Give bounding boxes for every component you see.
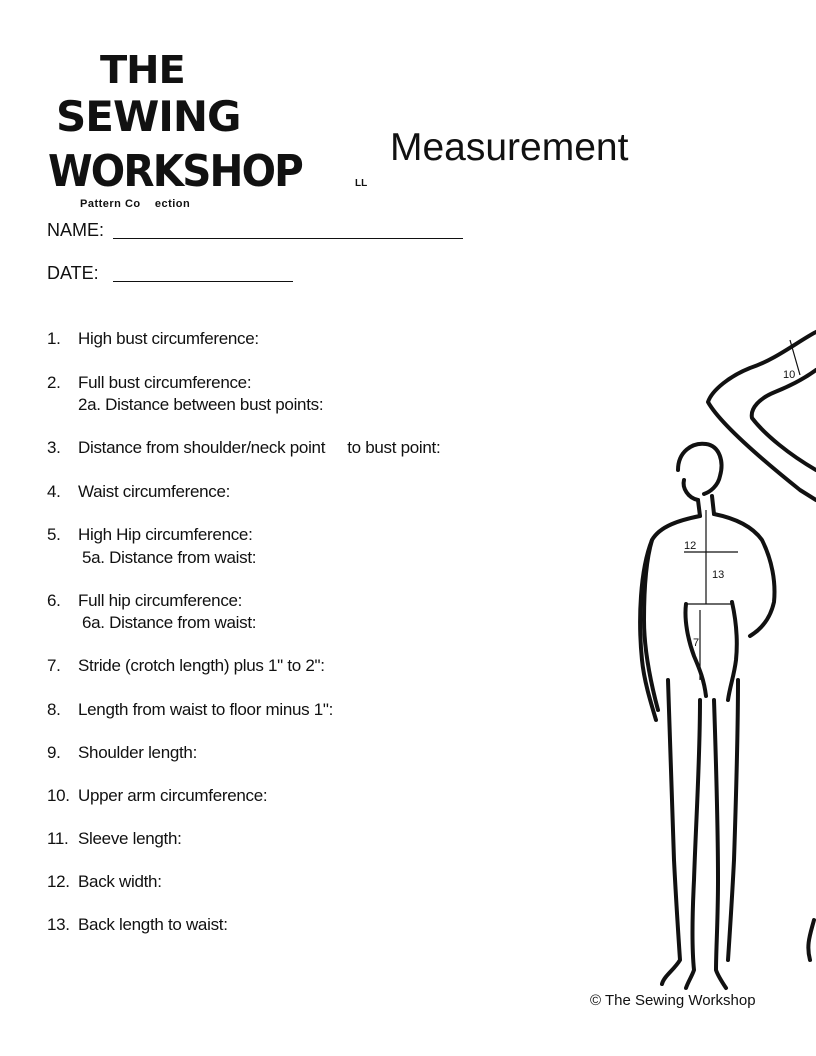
figure-label-arm: 10 bbox=[783, 369, 796, 381]
body-figure-illustration bbox=[600, 320, 816, 1000]
list-item: 5. High Hip circumference: bbox=[47, 525, 253, 544]
list-item: 7. Stride (crotch length) plus 1" to 2": bbox=[47, 656, 325, 675]
date-label: DATE: bbox=[47, 263, 99, 283]
list-item: 8. Length from waist to floor minus 1": bbox=[47, 700, 334, 719]
date-field[interactable] bbox=[113, 281, 293, 282]
logo-workshop: WORKSHOP bbox=[48, 146, 303, 197]
list-item: 3. Distance from shoulder/neck point to bust point: bbox=[47, 438, 441, 457]
list-item: 13. Back length to waist: bbox=[47, 915, 228, 934]
list-subitem: 6a. Distance from waist: bbox=[82, 613, 257, 632]
list-item: 11. Sleeve length: bbox=[47, 829, 182, 848]
list-subitem: 5a. Distance from waist: bbox=[82, 548, 257, 567]
list-item: 10. Upper arm circumference: bbox=[47, 786, 268, 805]
list-item: 9. Shoulder length: bbox=[47, 743, 198, 762]
list-item: 6. Full hip circumference: bbox=[47, 591, 243, 610]
name-field[interactable] bbox=[113, 238, 463, 239]
list-item: 4. Waist circumference: bbox=[47, 482, 231, 501]
list-subitem: 2a. Distance between bust points: bbox=[78, 395, 324, 414]
logo-tagline: Pattern Co ection bbox=[80, 198, 191, 210]
figure-label-back-width: 12 bbox=[684, 540, 697, 552]
list-item: 2. Full bust circumference: bbox=[47, 373, 252, 392]
list-item: 1. High bust circumference: bbox=[47, 329, 259, 348]
logo-the: THE bbox=[100, 48, 185, 92]
logo-sewing: SEWING bbox=[56, 92, 241, 141]
figure-label-stride: 7 bbox=[693, 637, 700, 649]
copyright: © The Sewing Workshop bbox=[590, 992, 756, 1009]
figure-label-back-length: 13 bbox=[712, 569, 725, 581]
name-label: NAME: bbox=[47, 220, 105, 240]
page-title: Measurement bbox=[390, 126, 629, 169]
title-mark: LL bbox=[355, 178, 368, 189]
list-item: 12. Back width: bbox=[47, 872, 162, 891]
